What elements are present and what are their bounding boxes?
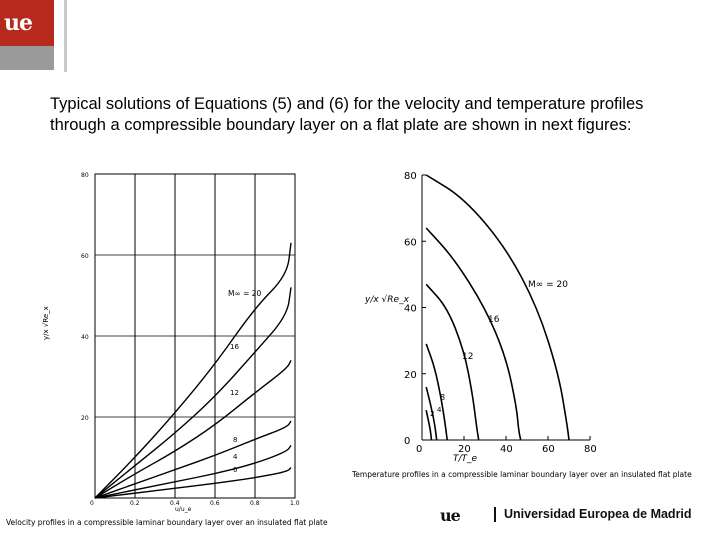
temperature-y-tick-label: 60 xyxy=(404,237,417,249)
curve-label-m0: 0 xyxy=(233,466,238,474)
temp-label-m12: 12 xyxy=(462,352,474,362)
temp-label-m16: 16 xyxy=(488,315,500,325)
temp-label-m20: M∞ = 20 xyxy=(528,280,568,290)
curve-label-m4: 4 xyxy=(233,453,238,461)
velocity-y-tick-label: 20 xyxy=(81,415,89,422)
temp-label-m4: 4 xyxy=(437,406,442,414)
velocity-profile-chart xyxy=(40,168,310,513)
velocity-x-axis-label: u/u_e xyxy=(175,506,192,513)
velocity-x-tick-label: 0.2 xyxy=(130,500,140,507)
footer-logo xyxy=(440,505,700,525)
velocity-x-tick-label: 0.8 xyxy=(250,500,260,507)
temperature-y-axis-label: y/x √Re_x xyxy=(365,295,409,305)
velocity-x-tick-label: 1.0 xyxy=(290,500,300,507)
velocity-x-tick-label: 0.4 xyxy=(170,500,180,507)
footer-logo-mark: ue xyxy=(440,506,460,525)
temp-label-m2: 2 xyxy=(430,410,435,418)
curve-label-m20: M∞ = 20 xyxy=(228,289,262,298)
temperature-x-tick-label: 80 xyxy=(584,444,597,455)
curve-label-m8: 8 xyxy=(233,436,238,444)
velocity-y-tick-label: 60 xyxy=(81,253,89,260)
velocity-y-axis-label: y/x √Re_x xyxy=(42,306,50,340)
temperature-x-tick-label: 20 xyxy=(458,444,471,455)
footer-university-name: Universidad Europea de Madrid xyxy=(504,507,692,521)
temp-label-m8: 8 xyxy=(440,393,446,402)
temperature-x-tick-label: 60 xyxy=(542,444,555,455)
velocity-x-tick-label: 0 xyxy=(90,500,94,507)
curve-label-m12: 12 xyxy=(230,389,239,397)
velocity-curve xyxy=(95,468,291,498)
temperature-x-tick-label: 0 xyxy=(416,444,423,455)
temperature-y-tick-label: 80 xyxy=(404,171,417,182)
velocity-x-tick-label: 0.6 xyxy=(210,500,220,507)
velocity-curve xyxy=(95,360,291,498)
header-divider xyxy=(64,0,67,72)
logo-text: ue xyxy=(4,10,32,36)
temperature-figure-caption: Temperature profiles in a compressible laminar boundary layer over an insulated flat plate xyxy=(352,470,692,479)
velocity-curve xyxy=(95,445,291,498)
velocity-y-tick-label: 80 xyxy=(81,172,89,179)
velocity-y-tick-label: 40 xyxy=(81,334,89,341)
temperature-x-tick-label: 40 xyxy=(500,444,513,455)
temperature-y-tick-label: 0 xyxy=(404,436,411,447)
temperature-y-tick-label: 40 xyxy=(404,303,417,315)
footer-logo-separator xyxy=(494,507,496,522)
temperature-profile-chart xyxy=(365,165,605,465)
temperature-curve xyxy=(426,175,569,440)
velocity-figure-caption: Velocity profiles in a compressible laminar boundary layer over an insulated flat plate xyxy=(6,518,328,527)
temperature-x-axis-label: T/T_e xyxy=(453,454,478,464)
intro-paragraph: Typical solutions of Equations (5) and (6) for the velocity and temperature profiles through a compressible boundary layer on a flat plate are shown in next figures: xyxy=(50,95,644,134)
university-logo xyxy=(0,0,54,70)
curve-label-m16: 16 xyxy=(230,343,239,351)
velocity-curve xyxy=(95,287,291,498)
temperature-y-tick-label: 20 xyxy=(404,369,417,381)
logo-grey-block xyxy=(0,46,54,70)
velocity-curve xyxy=(95,243,291,498)
